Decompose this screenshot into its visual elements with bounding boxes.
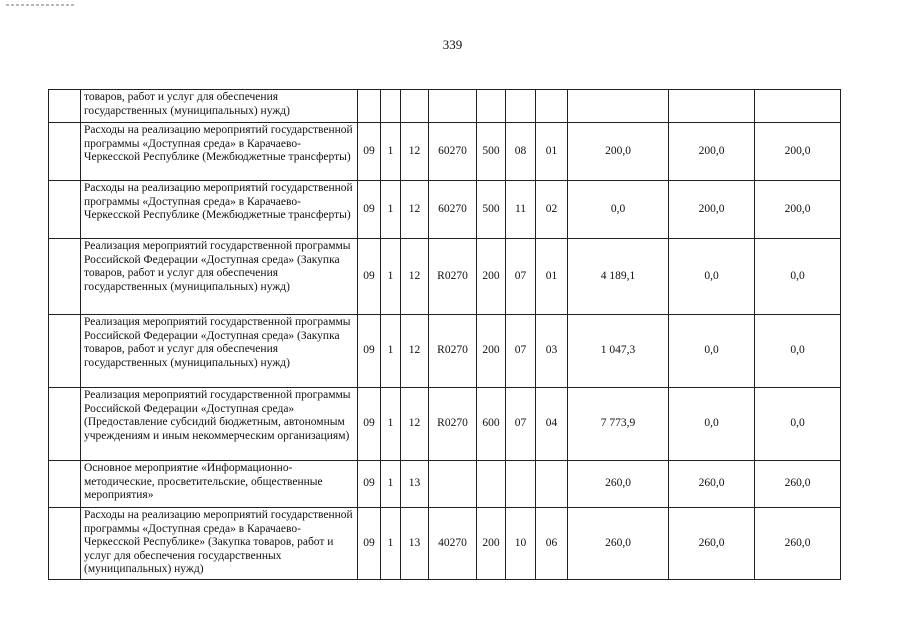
cell-c5 (477, 461, 506, 508)
row-description: Расходы на реализацию мероприятий государственной программы «Доступная среда» в Карачаево-Черкесской Республике (Межбюджетные трансферты) (81, 123, 358, 181)
cell-c5: 500 (477, 123, 506, 181)
cell-c6 (506, 461, 536, 508)
cell-s2: 260,0 (669, 508, 755, 580)
cell-c7: 01 (536, 239, 568, 315)
cell-s2 (669, 90, 755, 123)
cell-s1: 4 189,1 (568, 239, 669, 315)
cell-c2: 1 (381, 388, 401, 461)
cell-s1: 200,0 (568, 123, 669, 181)
cell-s3: 0,0 (755, 315, 841, 388)
row-index-cell (49, 315, 81, 388)
table-row (49, 508, 841, 580)
cell-c1 (358, 90, 381, 123)
row-index-cell (49, 388, 81, 461)
cell-s3: 200,0 (755, 123, 841, 181)
cell-c4: R0270 (429, 315, 477, 388)
row-index-cell (49, 181, 81, 239)
cell-c3: 12 (401, 315, 429, 388)
cell-c5: 200 (477, 315, 506, 388)
cell-s1: 0,0 (568, 181, 669, 239)
cell-c6: 07 (506, 315, 536, 388)
cell-c1: 09 (358, 315, 381, 388)
cell-s2: 0,0 (669, 388, 755, 461)
cell-c1: 09 (358, 461, 381, 508)
row-index-cell (49, 90, 81, 123)
cell-s1: 1 047,3 (568, 315, 669, 388)
cell-c3: 13 (401, 461, 429, 508)
cell-c4 (429, 90, 477, 123)
table-row (49, 239, 841, 315)
row-description: Расходы на реализацию мероприятий государственной программы «Доступная среда» в Карачаево-Черкесской Республике (Межбюджетные трансферты) (81, 181, 358, 239)
cell-c3: 13 (401, 508, 429, 580)
cell-c4 (429, 461, 477, 508)
table-row (49, 181, 841, 239)
cell-c4: R0270 (429, 239, 477, 315)
cell-c4: 60270 (429, 123, 477, 181)
cell-c2: 1 (381, 239, 401, 315)
cell-s1 (568, 90, 669, 123)
cell-s2: 200,0 (669, 123, 755, 181)
row-description: Реализация мероприятий государственной программы Российской Федерации «Доступная среда» (Закупка товаров, работ и услуг для обеспечения государственных (муниципальных) нужд) (81, 239, 358, 315)
table-row (49, 461, 841, 508)
cell-s2: 200,0 (669, 181, 755, 239)
table-row (49, 123, 841, 181)
cell-c7: 06 (536, 508, 568, 580)
cell-c5: 600 (477, 388, 506, 461)
cell-c3 (401, 90, 429, 123)
cell-c6 (506, 90, 536, 123)
cell-c6: 07 (506, 239, 536, 315)
table-row (49, 388, 841, 461)
cell-c5: 500 (477, 181, 506, 239)
cell-c7: 03 (536, 315, 568, 388)
cell-c4: R0270 (429, 388, 477, 461)
cell-c2: 1 (381, 181, 401, 239)
cell-s3: 260,0 (755, 508, 841, 580)
row-description: товаров, работ и услуг для обеспечения государственных (муниципальных) нужд) (81, 90, 358, 123)
cell-c7: 04 (536, 388, 568, 461)
cell-c1: 09 (358, 181, 381, 239)
cell-c1: 09 (358, 123, 381, 181)
budget-table (48, 89, 841, 580)
cell-c7: 01 (536, 123, 568, 181)
cell-c2: 1 (381, 315, 401, 388)
cell-s1: 260,0 (568, 508, 669, 580)
cell-s3: 0,0 (755, 239, 841, 315)
cell-s2: 260,0 (669, 461, 755, 508)
cell-c1: 09 (358, 508, 381, 580)
page-number: 339 (442, 37, 463, 52)
row-index-cell (49, 123, 81, 181)
row-index-cell (49, 508, 81, 580)
cell-c3: 12 (401, 123, 429, 181)
cell-c2: 1 (381, 461, 401, 508)
cell-s1: 260,0 (568, 461, 669, 508)
cell-s3 (755, 90, 841, 123)
cell-s3: 260,0 (755, 461, 841, 508)
table-row (49, 315, 841, 388)
cell-c6: 08 (506, 123, 536, 181)
cell-s2: 0,0 (669, 315, 755, 388)
cell-c3: 12 (401, 239, 429, 315)
table-row (49, 90, 841, 123)
cell-c7 (536, 461, 568, 508)
cell-c3: 12 (401, 181, 429, 239)
cell-s1: 7 773,9 (568, 388, 669, 461)
cell-c4: 60270 (429, 181, 477, 239)
row-description: Расходы на реализацию мероприятий государственной программы «Доступная среда» в Карачаево-Черкесской Республике» (Закупка товаров, работ и услуг для обеспечения государственных (муниципальных) нужд) (81, 508, 358, 580)
cell-c2 (381, 90, 401, 123)
cell-s3: 0,0 (755, 388, 841, 461)
cell-c6: 11 (506, 181, 536, 239)
row-description: Реализация мероприятий государственной программы Российской Федерации «Доступная среда» (Закупка товаров, работ и услуг для обеспечения государственных (муниципальных) нужд) (81, 315, 358, 388)
cell-c7: 02 (536, 181, 568, 239)
cell-s2: 0,0 (669, 239, 755, 315)
cell-c2: 1 (381, 123, 401, 181)
cell-c2: 1 (381, 508, 401, 580)
cell-c5 (477, 90, 506, 123)
cell-c6: 10 (506, 508, 536, 580)
cell-c7 (536, 90, 568, 123)
cell-c5: 200 (477, 239, 506, 315)
cell-c1: 09 (358, 388, 381, 461)
row-index-cell (49, 461, 81, 508)
scan-artifact (6, 4, 76, 6)
cell-s3: 200,0 (755, 181, 841, 239)
row-description: Основное мероприятие «Информационно-методические, просветительские, общественные мероприятия» (81, 461, 358, 508)
cell-c6: 07 (506, 388, 536, 461)
cell-c3: 12 (401, 388, 429, 461)
row-description: Реализация мероприятий государственной программы Российской Федерации «Доступная среда» (Предоставление субсидий бюджетным, автономным учреждениям и иным некоммерческим организациям) (81, 388, 358, 461)
cell-c1: 09 (358, 239, 381, 315)
cell-c5: 200 (477, 508, 506, 580)
row-index-cell (49, 239, 81, 315)
cell-c4: 40270 (429, 508, 477, 580)
